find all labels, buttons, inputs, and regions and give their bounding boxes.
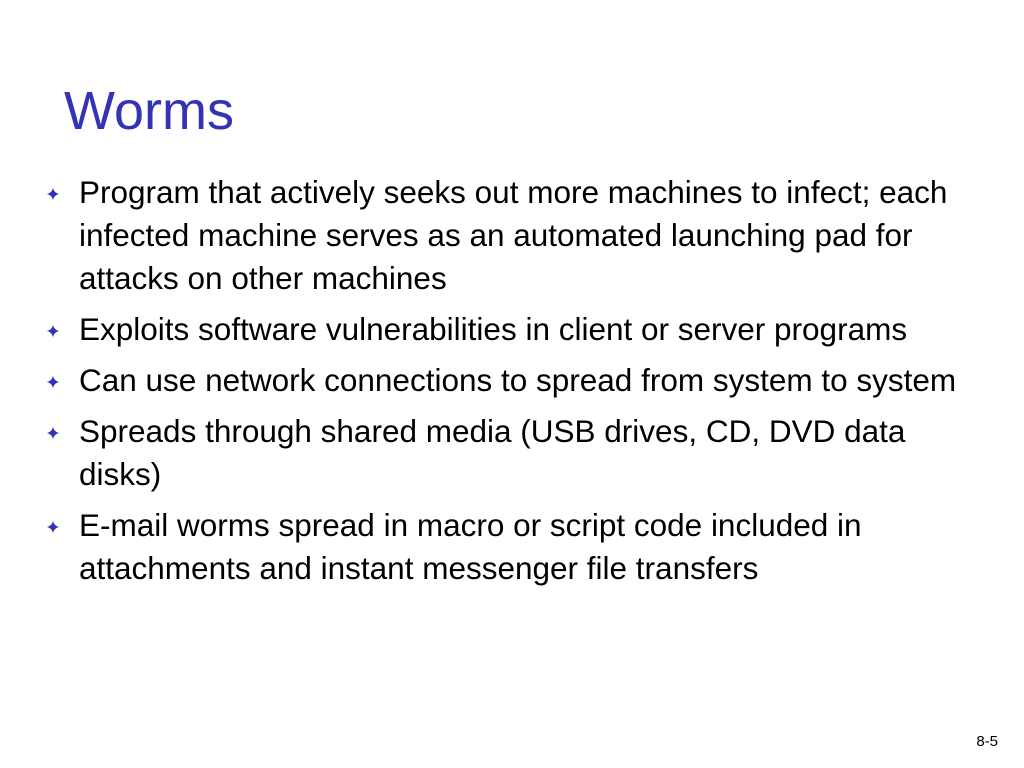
bullet-marker-icon	[36, 504, 70, 547]
bullet-text: Spreads through shared media (USB drives, CD, DVD data disks)	[79, 413, 906, 492]
bullet-item	[36, 308, 996, 351]
bullet-text: E-mail worms spread in macro or script code included in attachments and instant messenger file transfers	[79, 507, 862, 586]
bullet-text: Exploits software vulnerabilities in client or server programs	[79, 311, 908, 347]
page-number: 8-5	[976, 733, 998, 750]
bullet-marker-icon	[36, 171, 70, 214]
bullet-item	[36, 171, 996, 300]
slide-title: Worms	[64, 81, 234, 141]
bullet-text: Program that actively seeks out more machines to infect; each infected machine serves as an automated launching pad for attacks on other machines	[79, 174, 948, 296]
bullet-text: Can use network connections to spread from system to system	[79, 362, 957, 398]
bullet-list	[36, 171, 996, 598]
bullet-item	[36, 359, 996, 402]
bullet-marker-icon	[36, 359, 70, 402]
bullet-marker-icon	[36, 410, 70, 453]
bullet-item	[36, 504, 996, 590]
bullet-marker-icon	[36, 308, 70, 351]
bullet-item	[36, 410, 996, 496]
